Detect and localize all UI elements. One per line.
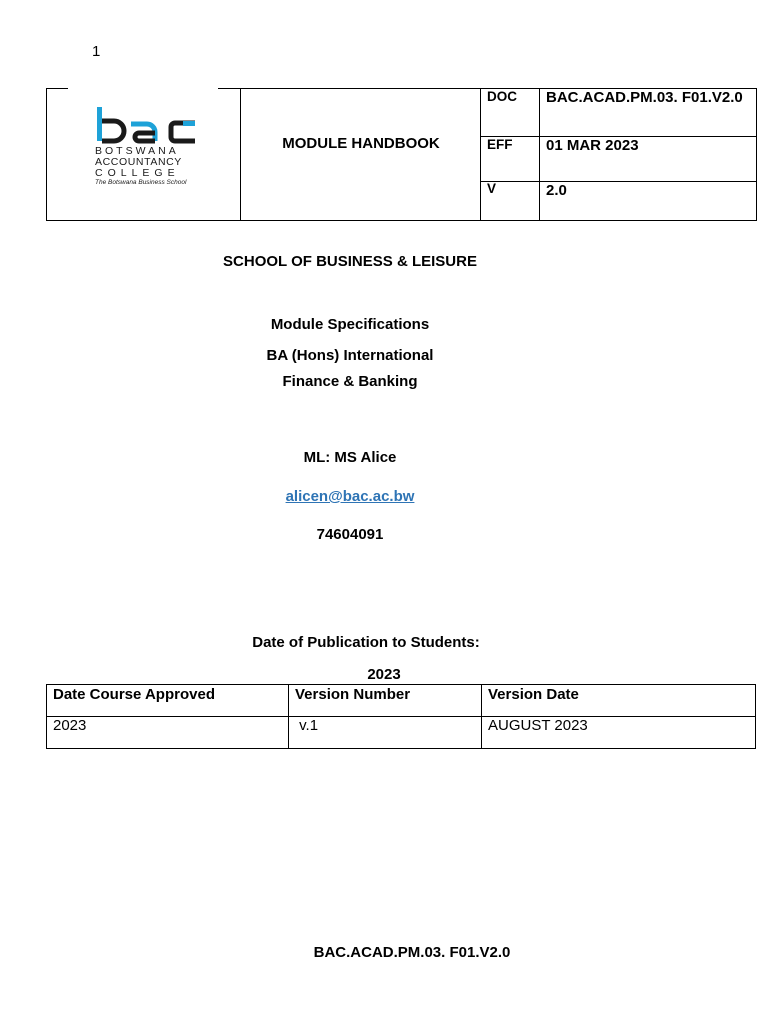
header-row-divider [480,181,756,182]
document-header-table [46,88,757,221]
page-number: 1 [92,43,101,60]
eff-value: 01 MAR 2023 [546,137,639,154]
header-divider [480,89,481,220]
version-value: 2.0 [546,182,567,199]
publication-year: 2023 [367,666,401,683]
footer-document-code: BAC.ACAD.PM.03. F01.V2.0 [313,944,511,961]
publication-label: Date of Publication to Students: [252,634,480,651]
table-row-divider [47,716,755,717]
email-link[interactable]: alicen@bac.ac.bw [285,488,415,505]
version-label: V [487,181,497,196]
doc-label: DOC [487,89,517,104]
module-leader: ML: MS Alice [303,449,397,466]
table-header: Version Number [295,686,411,703]
logo-line-1: BOTSWANA [95,145,179,157]
module-spec-heading: Module Specifications [270,316,430,333]
doc-value: BAC.ACAD.PM.03. F01.V2.0 [546,89,743,106]
table-cell: AUGUST 2023 [488,717,588,734]
logo-line-3: COLLEGE [95,167,180,179]
programme-line-2: Finance & Banking [282,373,418,390]
header-divider [240,89,241,220]
logo-text [95,146,199,187]
eff-label: EFF [487,137,513,152]
email-line [0,488,700,505]
logo-cell-gap [68,87,218,91]
logo-line-2: ACCOUNTANCY [95,156,182,168]
school-name: SCHOOL OF BUSINESS & LEISURE [223,253,477,270]
phone-number: 74604091 [316,526,384,543]
table-cell: 2023 [53,717,87,734]
table-cell: v.1 [295,717,319,734]
table-header: Date Course Approved [53,686,215,703]
handbook-title: MODULE HANDBOOK [282,135,440,152]
version-table [46,684,756,749]
header-divider [539,89,540,220]
logo-tagline: The Botswana Business School [95,179,187,186]
programme-line-1: BA (Hons) International [266,347,434,364]
table-header: Version Date [488,686,579,703]
